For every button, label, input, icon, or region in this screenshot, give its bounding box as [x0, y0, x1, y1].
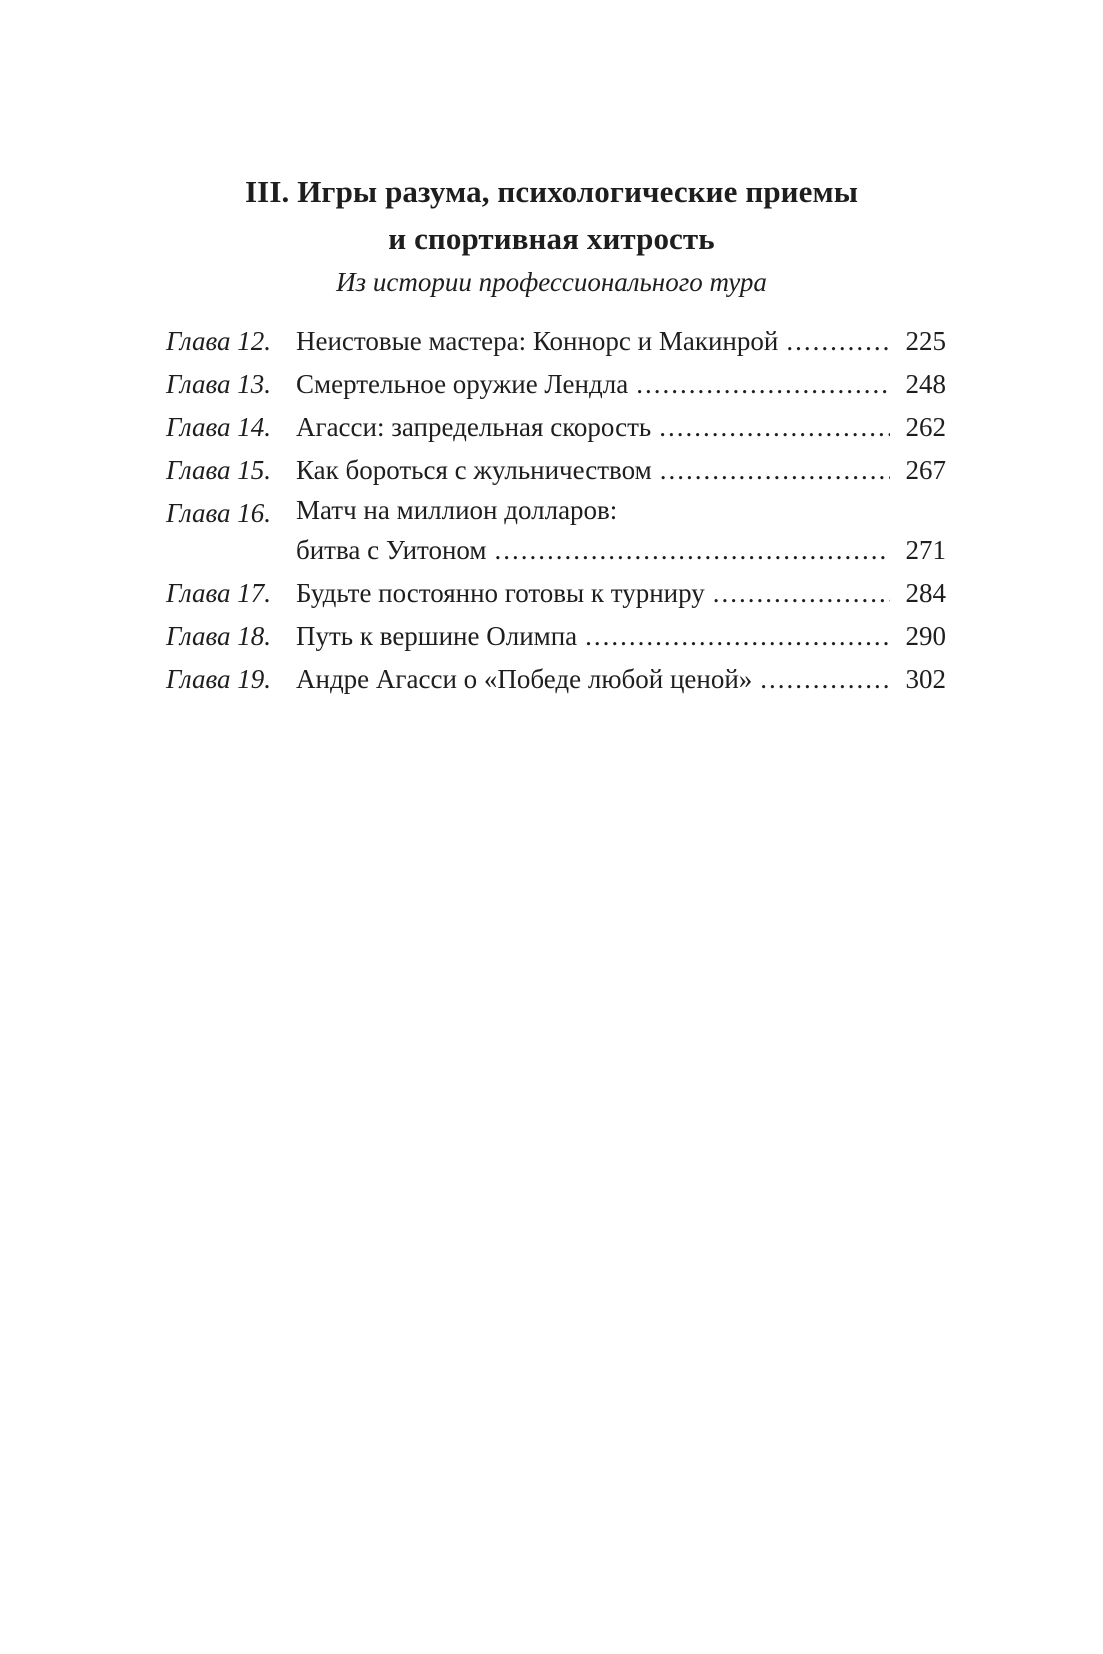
table-of-contents: [166, 320, 946, 701]
toc-entry-chapter-15: [166, 449, 946, 492]
dot-leader: [636, 363, 890, 406]
dot-leader: [659, 406, 890, 449]
toc-entry-chapter-19: [166, 658, 946, 701]
chapter-title: Смертельное оружие Лендла: [296, 369, 629, 399]
dot-leader: [585, 615, 890, 658]
dot-leader: [495, 529, 890, 572]
chapter-title: Как бороться с жульничеством: [296, 455, 652, 485]
toc-entry-chapter-18: [166, 615, 946, 658]
chapter-label: Глава 17.: [166, 578, 272, 608]
page-number: 302: [905, 664, 946, 694]
dot-leader: [786, 320, 890, 363]
toc-entry-chapter-13: [166, 363, 946, 406]
chapter-title-line-1: Матч на миллион долларов:: [296, 495, 618, 525]
dot-leader: [760, 658, 890, 701]
chapter-label: Глава 16.: [166, 498, 272, 528]
chapter-label: Глава 15.: [166, 455, 272, 485]
toc-entry-chapter-14: [166, 406, 946, 449]
toc-entry-chapter-17: [166, 572, 946, 615]
chapter-label: Глава 19.: [166, 664, 272, 694]
chapter-title: Будьте постоянно готовы к турниру: [296, 578, 705, 608]
chapter-title-line-2: битва с Уитоном: [296, 535, 487, 565]
part-heading: [0, 168, 1103, 302]
part-title-line-1: III. Игры разума, психологические приемы: [245, 174, 858, 209]
page-number: 225: [905, 326, 946, 356]
chapter-label: Глава 12.: [166, 326, 272, 356]
page-number: 248: [905, 369, 946, 399]
part-subtitle: Из истории профессионального тура: [336, 267, 767, 297]
chapter-label: Глава 18.: [166, 621, 272, 651]
page-number: 262: [905, 412, 946, 442]
chapter-title: Неистовые мастера: Коннорс и Макинрой: [296, 326, 779, 356]
chapter-title: Агасси: запредельная скорость: [296, 412, 652, 442]
chapter-label: Глава 14.: [166, 412, 272, 442]
page-number: 284: [905, 578, 946, 608]
chapter-title: Путь к вершине Олимпа: [296, 621, 578, 651]
page-number: 290: [905, 621, 946, 651]
part-title-line-2: и спортивная хитрость: [388, 221, 715, 256]
toc-entry-chapter-12: [166, 320, 946, 363]
chapter-label: Глава 13.: [166, 369, 272, 399]
chapter-title: Андре Агасси о «Победе любой ценой»: [296, 664, 753, 694]
dot-leader: [713, 572, 890, 615]
dot-leader: [660, 449, 890, 492]
page-number: 271: [905, 535, 946, 565]
page-number: 267: [905, 455, 946, 485]
toc-entry-chapter-16: [166, 492, 946, 572]
